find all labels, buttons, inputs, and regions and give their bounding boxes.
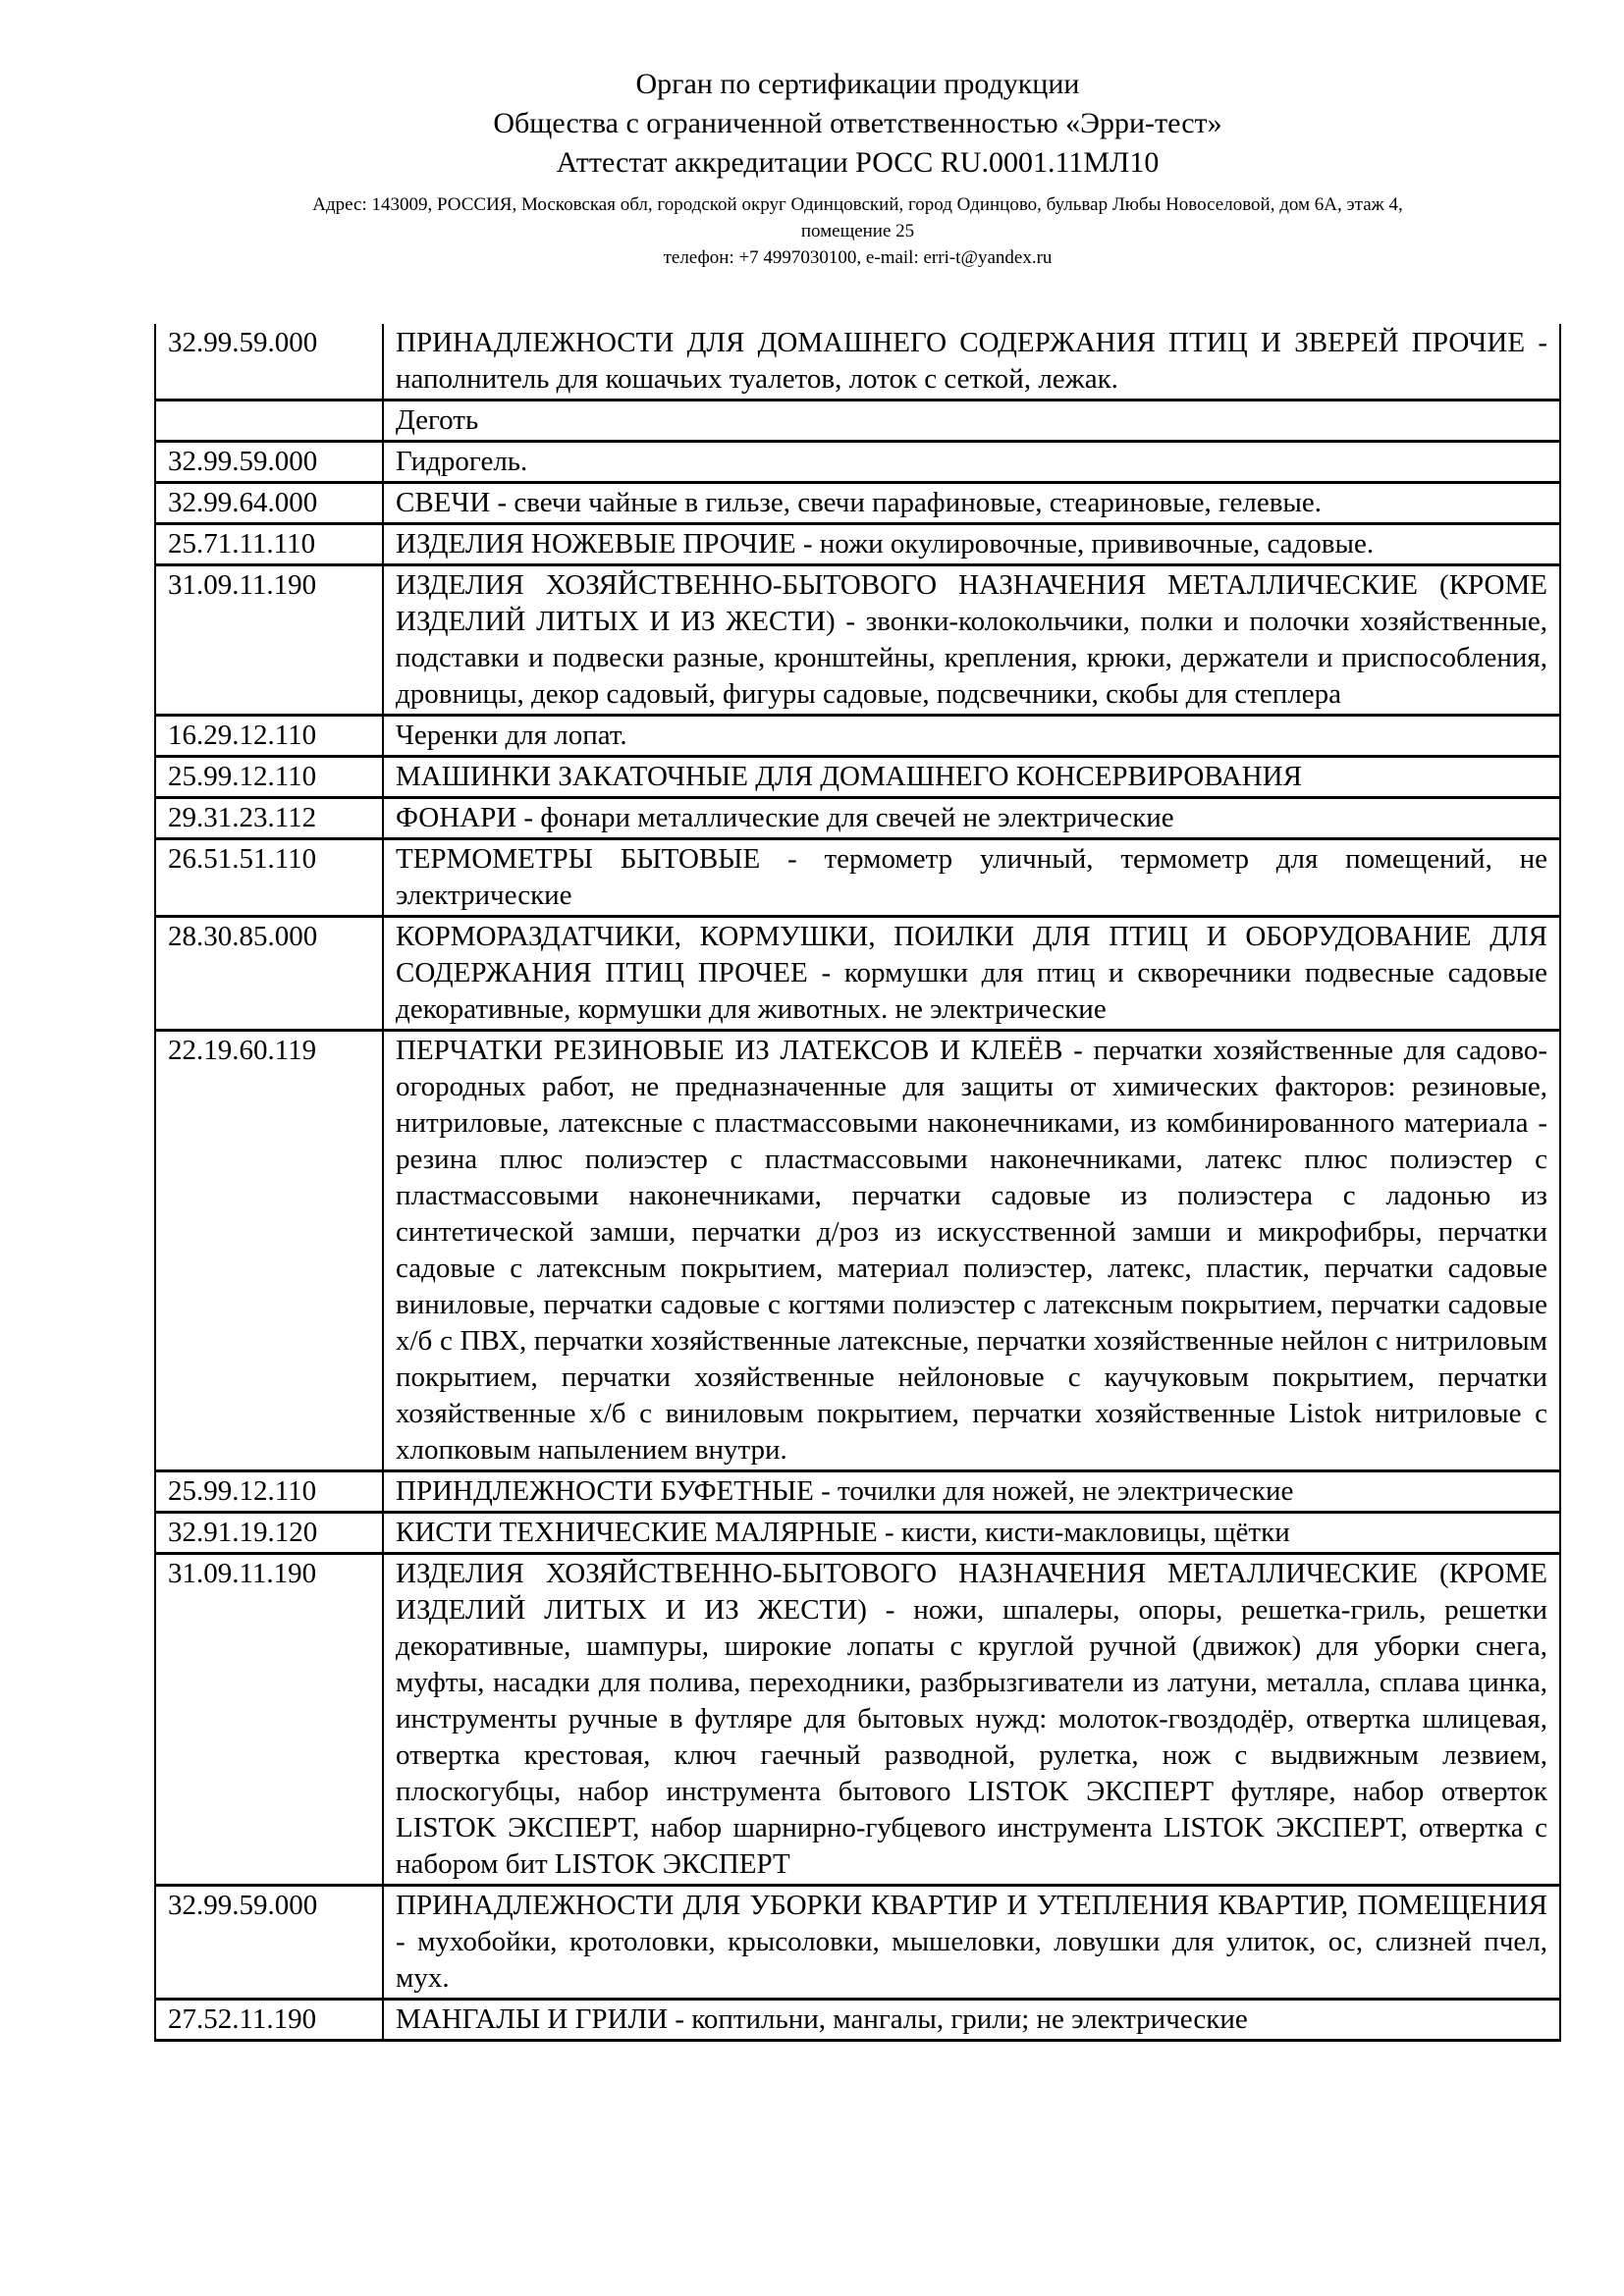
product-description-cell: МАШИНКИ ЗАКАТОЧНЫЕ ДЛЯ ДОМАШНЕГО КОНСЕРВИРОВАНИЯ — [396, 761, 1302, 792]
table-row — [155, 1471, 1560, 1513]
product-description-cell: ИЗДЕЛИЯ ХОЗЯЙСТВЕННО-БЫТОВОГО НАЗНАЧЕНИЯ МЕТАЛЛИЧЕСКИЕ (КРОМЕ ИЗДЕЛИЙ ЛИТЫХ И ИЗ ЖЕСТИ) - звонки-колокольчики, полки и полочки хозяйственные, подставки и подвески разные, кронштейны, крепления, крюки, держатели и приспособления, дровницы, декор садовый, фигуры садовые, подсвечники, скобы для степлера — [396, 569, 1547, 710]
table-row — [155, 400, 1560, 442]
product-code-cell — [155, 400, 383, 442]
product-code-cell: 25.99.12.110 — [155, 1471, 383, 1513]
product-codes-table-body — [155, 324, 1560, 2041]
accreditation-line: Аттестат аккредитации РОСС RU.0001.11МЛ10 — [556, 146, 1160, 179]
product-description-cell: ПРИНАДЛЕЖНОСТИ ДЛЯ УБОРКИ КВАРТИР И УТЕПЛЕНИЯ КВАРТИР, ПОМЕЩЕНИЯ - мухобойки, кротоловки, крысоловки, мышеловки, ловушки для улиток, ос, слизней пчел, мух. — [396, 1890, 1547, 1994]
product-code-cell: 32.91.19.120 — [155, 1513, 383, 1554]
product-description-cell: ИЗДЕЛИЯ ХОЗЯЙСТВЕННО-БЫТОВОГО НАЗНАЧЕНИЯ МЕТАЛЛИЧЕСКИЕ (КРОМЕ ИЗДЕЛИЙ ЛИТЫХ И ИЗ ЖЕСТИ) - ножи, шпалеры, опоры, решетка-гриль, решетки декоративные, шампуры, широкие лопаты с круглой ручной (движок) для уборки снега, муфты, насадки для полива, переходники, разбрызгиватели из латуни, металла, сплава цинка, инструменты ручные в футляре для бытовых нужд: молоток-гвоздодёр, отвертка шлицевая, отвертка крестовая, ключ гаечный разводной, рулетка, нож с выдвижным лезвием, плоскогубцы, набор инструмента бытового LISTOK ЭКСПЕРТ футляре, набор отверток LISTOK ЭКСПЕРТ, набор шарнирно-губцевого инструмента LISTOK ЭКСПЕРТ, отвертка с набором бит LISTOK ЭКСПЕРТ — [396, 1558, 1547, 1880]
product-description-cell: Черенки для лопат. — [396, 720, 627, 751]
product-code-cell: 31.09.11.190 — [155, 565, 383, 716]
product-description-cell: КОРМОРАЗДАТЧИКИ, КОРМУШКИ, ПОИЛКИ ДЛЯ ПТИЦ И ОБОРУДОВАНИЕ ДЛЯ СОДЕРЖАНИЯ ПТИЦ ПРОЧЕЕ - кормушки для птиц и скворечники подвесные садовые декоративные, кормушки для животных. не электрические — [396, 921, 1547, 1025]
table-row — [155, 1513, 1560, 1554]
product-code-cell: 29.31.23.112 — [155, 798, 383, 839]
org-title-line-2: Общества с ограниченной ответственностью «Эрри-тест» — [493, 107, 1222, 139]
header-address-block — [154, 191, 1561, 271]
address-line-2: помещение 25 — [800, 221, 915, 241]
product-code-cell: 25.99.12.110 — [155, 757, 383, 798]
product-description-cell: КИСТИ ТЕХНИЧЕСКИЕ МАЛЯРНЫЕ - кисти, кисти-макловицы, щётки — [396, 1517, 1290, 1548]
table-row — [155, 1031, 1560, 1471]
product-code-cell: 32.99.64.000 — [155, 483, 383, 524]
product-description-cell: ПРИНАДЛЕЖНОСТИ ДЛЯ ДОМАШНЕГО СОДЕРЖАНИЯ ПТИЦ И ЗВЕРЕЙ ПРОЧИЕ - наполнитель для кошачьих туалетов, лоток с сеткой, лежак. — [396, 327, 1547, 395]
product-code-cell: 32.99.59.000 — [155, 324, 383, 400]
product-description-cell: СВЕЧИ - свечи чайные в гильзе, свечи парафиновые, стеариновые, гелевые. — [396, 487, 1323, 518]
product-description-cell: ТЕРМОМЕТРЫ БЫТОВЫЕ - термометр уличный, термометр для помещений, не электрические — [396, 843, 1547, 911]
document-header — [154, 0, 1561, 271]
table-row — [155, 917, 1560, 1031]
table-row — [155, 2000, 1560, 2041]
contact-line: телефон: +7 4997030100, e-mail: erri-t@yandex.ru — [663, 247, 1053, 268]
product-code-cell: 26.51.51.110 — [155, 839, 383, 917]
table-row — [155, 716, 1560, 757]
product-code-cell: 25.71.11.110 — [155, 524, 383, 565]
address-line-1: Адрес: 143009, РОССИЯ, Московская обл, городской округ Одинцовский, город Одинцово, бульвар Любы Новоселовой, дом 6А, этаж 4, — [312, 194, 1403, 215]
table-row — [155, 442, 1560, 483]
product-code-cell: 28.30.85.000 — [155, 917, 383, 1031]
product-description-cell: ПРИНДЛЕЖНОСТИ БУФЕТНЫЕ - точилки для ножей, не электрические — [396, 1475, 1294, 1507]
product-code-cell: 27.52.11.190 — [155, 2000, 383, 2041]
table-row — [155, 524, 1560, 565]
product-code-cell: 32.99.59.000 — [155, 1886, 383, 2000]
product-description-cell: МАНГАЛЫ И ГРИЛИ - коптильни, мангалы, грили; не электрические — [396, 2003, 1248, 2035]
table-row — [155, 565, 1560, 716]
table-row — [155, 1886, 1560, 2000]
product-codes-table — [154, 324, 1561, 2042]
org-title-line-1: Орган по сертификации продукции — [635, 68, 1080, 100]
table-row — [155, 757, 1560, 798]
table-row — [155, 324, 1560, 400]
table-row — [155, 483, 1560, 524]
product-description-cell: ПЕРЧАТКИ РЕЗИНОВЫЕ ИЗ ЛАТЕКСОВ И КЛЕЁВ - перчатки хозяйственные для садово-огородных работ, не предназначенные для защиты от химических факторов: резиновые, нитриловые, латексные с пластмассовыми наконечниками, из комбинированного материала - резина плюс полиэстер с пластмассовыми наконечниками, латекс плюс полиэстер с пластмассовыми наконечниками, перчатки садовые из полиэстера с ладонью из синтетической замши, перчатки д/роз из искусственной замши и микрофибры, перчатки садовые с латексным покрытием, материал полиэстер, латекс, пластик, перчатки садовые виниловые, перчатки садовые с когтями полиэстер с латексным покрытием, перчатки садовые х/б с ПВХ, перчатки хозяйственные латексные, перчатки хозяйственные нейлон с нитриловым покрытием, перчатки хозяйственные нейлоновые с каучуковым покрытием, перчатки хозяйственные х/б с виниловым покрытием, перчатки хозяйственные Listok нитриловые с хлопковым напылением внутри. — [396, 1035, 1547, 1466]
product-description-cell: ФОНАРИ - фонари металлические для свечей не электрические — [396, 802, 1174, 833]
table-row — [155, 839, 1560, 917]
product-description-cell: ИЗДЕЛИЯ НОЖЕВЫЕ ПРОЧИЕ - ножи окулировочные, прививочные, садовые. — [396, 528, 1375, 560]
product-code-cell: 32.99.59.000 — [155, 442, 383, 483]
product-code-cell: 31.09.11.190 — [155, 1554, 383, 1886]
product-description-cell: Деготь — [396, 404, 479, 436]
product-code-cell: 22.19.60.119 — [155, 1031, 383, 1471]
document-content — [154, 0, 1561, 2042]
table-row — [155, 798, 1560, 839]
table-row — [155, 1554, 1560, 1886]
product-description-cell: Гидрогель. — [396, 446, 528, 477]
product-code-cell: 16.29.12.110 — [155, 716, 383, 757]
